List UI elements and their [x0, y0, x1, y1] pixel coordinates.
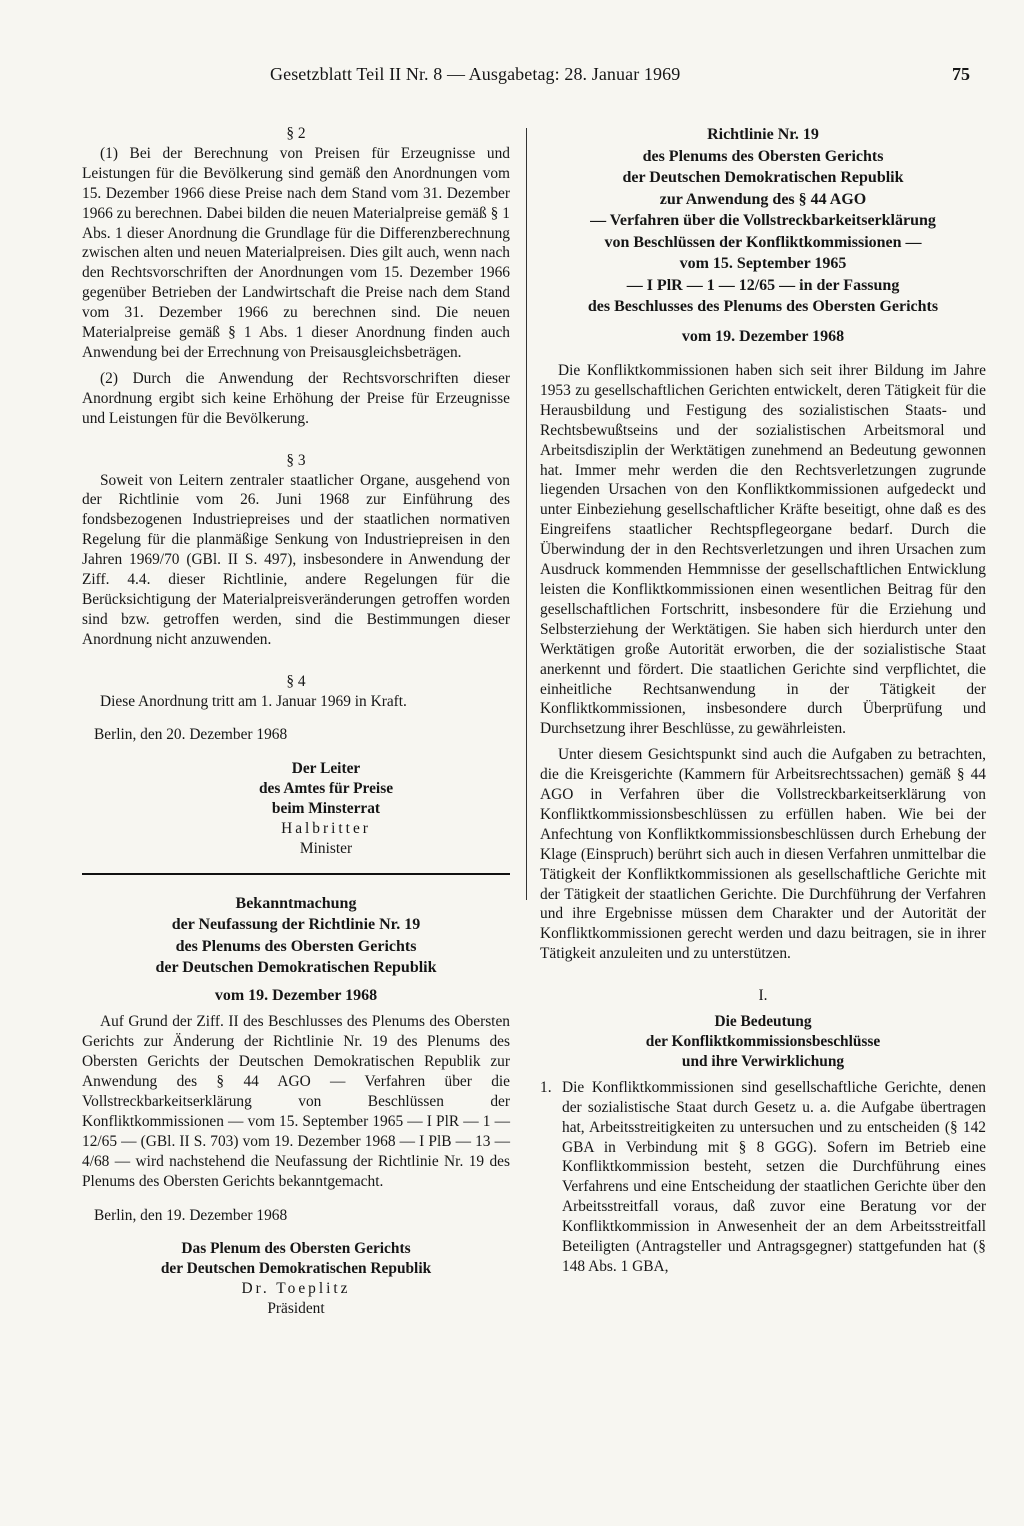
directive-title [540, 124, 986, 347]
header-title: Gesetzblatt Teil II Nr. 8 — Ausgabetag: 28. Januar 1969 [270, 64, 681, 84]
section-title-1: Die Bedeutung [714, 1013, 812, 1031]
list-item-number: 1. [540, 1078, 552, 1096]
section-number: I. [758, 987, 768, 1005]
directive-title-10: vom 19. Dezember 1968 [681, 327, 845, 345]
signature-1-line-2: des Amtes für Preise [258, 780, 394, 798]
right-column [540, 124, 986, 1277]
announcement-title-2: der Neufassung der Richtlinie Nr. 19 [171, 916, 421, 934]
signature-block-1 [142, 759, 510, 859]
section-rule [82, 873, 510, 875]
list-item-text: Die Konfliktkommissionen sind gesellschaftliche Gerichte, denen der sozialistische Staat durch Gesetz u. a. die Aufgabe übertragen hat, Arbeitsstreitigkeiten zu untersuchen und zu entscheiden (§ 142 GBA in Verbindung mit § 8 GGG). Sofern im Betrieb eine Konfliktkommission besteht, setzen die Durchführung eines Verfahrens und eine Entscheidung der staatlichen Gerichte über den Arbeitsstreitfall voraus, daß zuvor eine Beratung vor der Konfliktkommission in Anwesenheit der an dem Arbeitsstreitfall Beteiligten (Antragsteller und Antragsgegner) stattgefunden hat (§ 148 Abs. 1 GBA, [562, 1078, 986, 1275]
directive-title-2: des Plenums des Obersten Gerichts [642, 147, 884, 165]
directive-title-8: — I PlR — 1 — 12/65 — in der Fassung [626, 276, 900, 294]
page-header [0, 64, 1024, 96]
page-number: 75 [952, 64, 970, 84]
left-column [82, 124, 510, 1319]
section-title-3: und ihre Verwirklichung [681, 1052, 845, 1070]
section-4-paragraph: Diese Anordnung tritt am 1. Januar 1969 in Kraft. [100, 692, 407, 710]
directive-title-7: vom 15. September 1965 [679, 255, 847, 272]
directive-title-9: des Beschlusses des Plenums des Obersten Gerichts [587, 298, 939, 315]
signature-block-2 [82, 1239, 510, 1319]
announcement-title-3: des Plenums des Obersten Gerichts [175, 937, 417, 955]
section-3-heading: § 3 [286, 451, 306, 469]
announcement-title-1: Bekanntmachung [235, 894, 357, 912]
signature-1-name: Halbritter [281, 820, 371, 838]
list-item [540, 1078, 986, 1277]
announcement-body: Auf Grund der Ziff. II des Beschlusses des Plenums des Obersten Gerichts zur Änderung der Richtlinie Nr. 19 des Plenums des Obersten Gerichts der Deutschen Demokratischen Republik zur Anwendung des § 44 AGO — Verfahren über die Vollstreckbarkeitserklärung von Beschlüssen der Konfliktkommissionen — vom 15. September 1965 — I PlR — 1 — 12/65 — (GBl. II S. 703) vom 19. Dezember 1968 — I PlB — 13 — 4/68 — wird nachstehend die Neufassung der Richtlinie Nr. 19 des Plenums des Obersten Gerichts bekanntgemacht. [82, 1013, 510, 1190]
directive-title-1: Richtlinie Nr. 19 [707, 126, 819, 143]
directive-paragraph-2: Unter diesem Gesichtspunkt sind auch die Aufgaben zu betrachten, die die Kreisgerichte (Kammern für Arbeitsrechtssachen) gemäß § 44 AGO in Verfahren über die Vollstreckbarkeitserklärung von Konfliktkommissionsbeschlüssen zu erfüllen haben. Wie bei der Anfechtung von Konfliktkommissionsbeschlüssen durch Erhebung der Klage (Einspruch) berührt sich auch in diesen Verfahren unmittelbar die Tätigkeit der Konfliktkommissionen als gesellschaftliche Gerichte mit der Tätigkeit der staatlichen Gerichte. Die Durchführung der Verfahren und ihre Ergebnisse müssen dem Charakter und der Autorität der Konfliktkommissionen gerecht werden und dazu beitragen, sie in ihrer Tätigkeit anzuleiten und zu unterstützen. [540, 746, 986, 963]
section-4-heading: § 4 [286, 672, 306, 690]
directive-title-6: von Beschlüssen der Konfliktkommissionen — [604, 233, 922, 251]
column-divider [526, 128, 527, 900]
signature-date-2: Berlin, den 19. Dezember 1968 [94, 1206, 288, 1224]
signature-1-role: Minister [299, 840, 353, 857]
directive-title-3: der Deutschen Demokratischen Republik [622, 169, 904, 186]
announcement-title [82, 893, 510, 1007]
section-2-heading: § 2 [286, 125, 306, 142]
signature-1-line-1: Der Leiter [291, 760, 361, 778]
signature-2-line-2: der Deutschen Demokratischen Republik [160, 1260, 432, 1278]
announcement-title-4: der Deutschen Demokratischen Republik [155, 959, 437, 977]
signature-1-line-3: beim Minsterrat [271, 800, 381, 818]
directive-title-4: zur Anwendung des § 44 AGO [659, 190, 867, 208]
section-3-paragraph: Soweit von Leitern zentraler staatlicher Organe, ausgehend von der Richtlinie vom 26. Juni 1968 zur Einführung des fondsbezogenen Industriepreises und der staatlichen normativen Regelung für die planmäßige Senkung von Industriepreisen in den Jahren 1969/70 (GBl. II S. 497), insbesondere in Anwendung der Ziff. 4.4. dieser Richtlinie, andere Regelungen für die Berücksichtigung der Materialpreisveränderungen getroffen worden sind bzw. getroffen werden, sind die Bestimmungen dieser Anordnung nicht anzuwenden. [82, 471, 510, 648]
signature-2-name: Dr. Toeplitz [241, 1280, 351, 1298]
signature-date-1: Berlin, den 20. Dezember 1968 [94, 726, 288, 744]
section-2-paragraph-1: (1) Bei der Berechnung von Preisen für Erzeugnisse und Leistungen für die Bevölkerung sind gemäß den Anordnungen vom 15. Dezember 1966 diese Preise nach dem Stand vom 31. Dezember 1966 zu berechnen. Dabei bilden die neuen Materialpreise gemäß § 1 Abs. 1 dieser Anordnung die Grundlage für die Differenzberechnung zwischen alten und neuen Materialpreisen. Dies gilt auch, wenn nach den Rechtsvorschriften der Anordnungen vom 15. Dezember 1966 gegenüber Betrieben der Landwirtschaft die Preise nach dem Stand vom 31. Dezember 1966 zu berechnen sind. Die neuen Materialpreise gemäß § 1 Abs. 1 dieser Anordnung finden auch Anwendung bei der Errechnung von Preisausgleichsbeträgen. [82, 144, 510, 361]
section-title-2: der Konfliktkommissionsbeschlüsse [645, 1033, 881, 1050]
signature-2-line-1: Das Plenum des Obersten Gerichts [181, 1240, 411, 1258]
directive-paragraph-1: Die Konfliktkommissionen haben sich seit ihrer Bildung im Jahre 1953 zu gesellschaftlichen Gerichten entwickelt, deren Tätigkeit für die Herausbildung und Festigung des sozialistischen Staats- und Rechtsbewußtseins und der sozialistischen Arbeitsmoral und Arbeitsdisziplin der Werktätigen zunehmend an Bedeutung gewonnen hat. Immer mehr werden die den Rechtsverletzungen zugrunde liegenden Ursachen von den Konfliktkommissionen aufgedeckt und unter Einbeziehung gesellschaftlicher Kräfte beseitigt, ohne daß es des Eingreifens staatlicher Rechtspflegeorgane bedarf. Durch die Überwindung der in den Rechtsverletzungen und ihren Ursachen zum Ausdruck kommenden Hemmnisse der gesellschaftlichen Entwicklung leisten die Konfliktkommissionen einen wesentlichen Beitrag für den gesellschaftlichen Fortschritt, insbesondere für die Erziehung und Selbsterziehung der Werktätigen. Sie haben sich hierdurch unter den Werktätigen große Autorität erworben, die der sozialistische Staat anerkennt und fördert. Die staatlichen Gerichte sind verpflichtet, die einheitliche Rechtsanwendung in der Tätigkeit der Konfliktkommissionen, insbesondere durch Überprüfung und Durchsetzung ihrer Beschlüsse, zu gewährleisten. [540, 362, 986, 738]
signature-2-role: Präsident [267, 1300, 325, 1318]
directive-title-5: — Verfahren über die Vollstreckbarkeitserklärung [590, 212, 936, 229]
announcement-title-5: vom 19. Dezember 1968 [214, 986, 378, 1004]
section-2-paragraph-2: (2) Durch die Anwendung der Rechtsvorschriften dieser Anordnung ergibt sich keine Erhöhung der Preise für Erzeugnisse und Leistungen für die Bevölkerung. [82, 369, 510, 427]
